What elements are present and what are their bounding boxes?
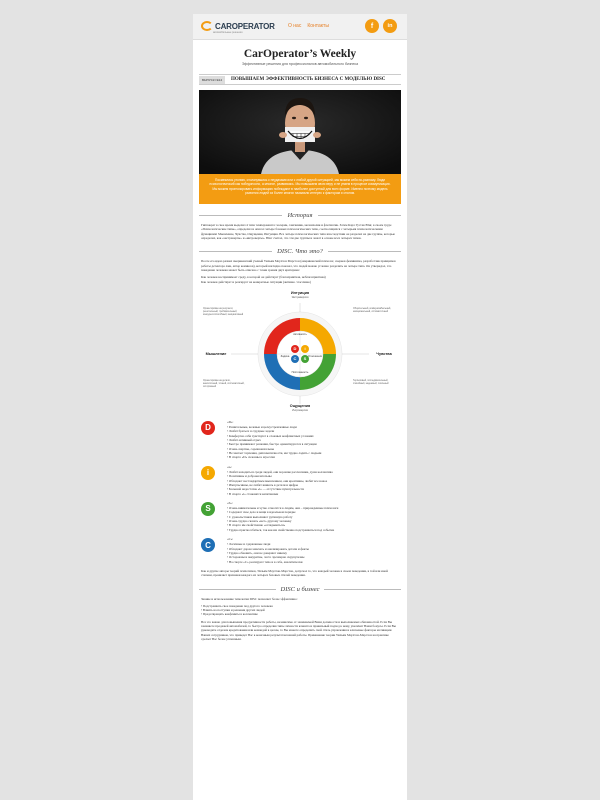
disc-heading (199, 248, 401, 255)
business-paragraph-2: Все это важно для повышения продуктивности работы, независимо от занимаемой Вами должности и выполняемых обязанностей. Если Вы заменяете продажей автомобилей, то быстро определив типы личности клиента и правильный подход к нему, увеличит Ваши бонусы. Если Вы руководите отделом кредитования или командой в целом, то Вы можете определить свой стиль управления и ключевые факторы мотивации Ваших сотрудников, что приведет Вас к конечным результатам вашей работы. Применение теории Уильям Моултон-Марстон на практике сделает Вас более успешным. (201, 619, 396, 641)
disc-trait-item: • Импульсивны, не любят вникать в детали и цифры (227, 482, 299, 487)
disc-text (201, 259, 399, 284)
business-heading (199, 586, 401, 593)
diagram-right-label: Чувства (376, 351, 392, 356)
disc-trait-item: • Трудно приспособиться, так как им свойственно подстраиваться под событие (227, 527, 335, 532)
man-with-smile-photo (199, 90, 401, 174)
disc-trait-item: • Содержат свое дело и вещи в идеальном порядке (227, 510, 296, 515)
history-heading (199, 212, 401, 219)
disc-type-heading: «i»: (227, 464, 232, 469)
disc-trait-item: • Решительные, волевые и целеустремленные люди (227, 425, 297, 430)
logo[interactable] (201, 21, 275, 31)
disc-letter-circle: i (201, 466, 215, 480)
linkedin-icon[interactable] (383, 19, 397, 33)
disc-trait-list (227, 465, 333, 496)
diagram-note-top-right: Общительный, коммуникабельный, эмоциональный, оптимистичный (353, 307, 391, 313)
disc-paragraph-2: Как человек воспринимает среду, в которой он действует (благоприятная, неблагоприятная) (201, 275, 326, 280)
nav-about-link[interactable]: О нас (288, 23, 302, 29)
disc-trait-list (227, 537, 309, 564)
disc-trait-list (227, 501, 338, 532)
business-heading-text: DISC и бизнес (280, 585, 320, 593)
disc-trait-item: • В спорте им свойственно «оглядываться» (227, 523, 286, 528)
diagram-note-bottom-right: Терпеливый, последовательный, спокойный, надежный, лояльный (353, 379, 389, 385)
disc-type-block (201, 420, 399, 460)
newsletter-title: CarOperator’s Weekly (243, 48, 357, 60)
diagram-bottom-label: Ощущения (289, 403, 311, 408)
disc-trait-item: • Очень трудно сказать «нет» другому человеку (227, 519, 292, 524)
disc-type-heading: «S»: (227, 500, 233, 505)
disc-letter-circle: S (201, 502, 215, 516)
disc-trait-item: • Любят находиться среди людей, они хорошие рассказчики, душа коллектива (227, 469, 333, 474)
issue-title: ПОВЫШАЕМ ЭФФЕКТИВНОСТЬ БИЗНЕСА С МОДЕЛЬЮ DISC (231, 77, 386, 82)
diagram-top-label: Интуиция (290, 290, 310, 295)
disc-letter-circle: C (201, 538, 215, 552)
header-bar (193, 14, 407, 40)
business-bullet: • Подстраивать свое поведение под другого человека (201, 603, 273, 608)
disc-type-block (201, 465, 399, 496)
disc-type-heading: «D»: (227, 419, 234, 424)
disc-trait-item: • Очень азартны, соревновательны (227, 446, 274, 451)
disc-trait-item: • Большой недостаток «i» — отсутствие пунктуальности (227, 487, 304, 492)
hero-caption: Посмеялись утопию, столкнувшись с неудачами или с любой другой ситуацией, мы можем себя по-разному. Люди психологический как победоносно, а многие, развиваясь. Мы повышаем свою веру и не упаем в процессе коммуникации. Мы можем прогнозировать информацию побеждают в наиболее доступный для всех форме. Именно поэтому модель развития людей из более многих называли интерес к факторам и стилям. (199, 174, 401, 204)
hero-image (199, 90, 401, 174)
diagram-inner-bottom: Постоянность (291, 370, 309, 374)
disc-trait-item: • С удовольствием выполняют рутинную работу (227, 514, 293, 519)
business-paragraph-1: Знание и использование типологии DISC позволяет более эффективно: (201, 596, 298, 601)
disc-trait-item: • На спорте «C» реагируют тихо и в себе, аналитически (227, 559, 303, 564)
diagram-letter-c: C (293, 356, 297, 362)
disc-types (193, 420, 407, 564)
diagram-top-sublabel: Экстраверсия (291, 295, 309, 299)
disc-trait-item: • Позитивны и доброжелательны (227, 474, 272, 479)
diagram-inner-left: Задача (280, 354, 290, 358)
facebook-glyph: f (370, 22, 374, 30)
diagram-letter-s: S (303, 356, 307, 362)
diagram-bottom-sublabel: Интроверсия (292, 408, 308, 412)
facebook-icon[interactable] (365, 19, 379, 33)
issue-badge: ВЫПУСК №14 (199, 76, 225, 84)
disc-trait-item: • Комфортно себя чувствуют в сложных конфликтных условиях (227, 433, 314, 438)
logo-swoosh-icon (201, 21, 213, 31)
disc-trait-item: • Очень внимательны и чутко относятся к людям, они – прирожденные психологи (227, 506, 339, 511)
diagram-inner-top: Активность (293, 332, 307, 336)
nav-contacts-link[interactable]: Контакты (307, 23, 329, 29)
disc-trait-item: • Трудно обновить, они не доверяют никому (227, 550, 287, 555)
logo-text: CAROPERATOR (215, 21, 275, 31)
disc-trait-item: • Обладают нестандартным мышлением, они креативны, любят все новое (227, 478, 328, 483)
logo-subtext: автомобильные решения (213, 31, 243, 34)
disc-trait-item: • Не хватает терпения, дипломатичности, им трудно ладить с людьми (227, 451, 322, 455)
disc-type-block (201, 537, 399, 564)
disc-heading-text: DISC. Что это? (277, 248, 323, 256)
disc-trait-item: • Обладают даром замечать и анализировать детали и факты (227, 546, 309, 551)
history-heading-text: История (287, 212, 313, 219)
disc-trait-item: • Логичные и сдержанные люди (227, 542, 271, 547)
diagram-note-bottom-left: Ориентирован на детали, аналитичный, точный, систематичный, осторожный (203, 379, 245, 388)
diagram-note-top-left: Ориентирован на результат, решительный, требовательный, конкурентоспособный, инициативный (203, 307, 244, 316)
disc-trait-item: • Осторожны и аккуратны, часто чрезмерно скрупулезны (227, 555, 305, 560)
disc-trait-item: • В спорте «D» склонны к агрессии (227, 455, 275, 460)
newsletter-card (193, 14, 407, 800)
linkedin-glyph: in (387, 23, 393, 29)
disc-type-block (201, 501, 399, 532)
header-nav (288, 23, 329, 29)
disc-trait-item: • Быстро принимают решения, быстро ориентируются в ситуации (227, 442, 317, 447)
disc-paragraph-3: Как человек действует и реагирует на конкретные ситуации (активно / пассивно) (201, 279, 311, 284)
disc-type-heading: «C»: (227, 537, 234, 541)
business-text (201, 597, 399, 642)
business-bullet: • Влиять на поступки и решения других людей (201, 608, 265, 613)
diagram-letter-i: i (304, 346, 306, 352)
closing-text: Как и другие авторы теорий психотипов, Уильям Моултон-Марстон, допускал то, что каждый человек в своем поведении, в той или иной степени, проявляет признаки каждого из четырех базовых стилей поведения. (201, 568, 388, 578)
disc-paragraph-1: После его идею развил американский ученый Уильям Моултон Марстон (американский психолог, очерков феминизма, разработчик принципов работы детектора лжи, автор комиксов), который наглядно показал, что людей можно условно разделить на четыре типа. Он утверждал, что поведение человека может быть описано с точки зрения двух критериев: (201, 259, 396, 272)
diagram-left-label: Мышление (205, 351, 227, 356)
disc-trait-item: • В спорте «i» становятся капитанами (227, 491, 279, 496)
diagram-letter-d: D (293, 346, 297, 352)
disc-trait-item: • Любят браться за трудные задачи (227, 429, 275, 434)
disc-trait-item: • Любят активный отдых (227, 438, 261, 443)
issue-row (199, 74, 401, 85)
disc-trait-list (227, 420, 321, 460)
disc-letter-circle: D (201, 421, 215, 435)
business-bullet: • Предотвращать конфликты в коллективе (201, 612, 258, 617)
disc-diagram (201, 290, 399, 416)
newsletter-subtitle: Эффективные решения для профессионалов автомобильного бизнеса (241, 62, 359, 66)
history-text: Гиппократ в свое время выделил 4 типа темперамента: холерик, сангвиник, меланхолик и флегматик. Затем Карл Густав Юнг, в своем труде «Психологические типы», определил и описал четыре базовых психологических типа, соотносящихся с четырьмя психологическими функциями: Мышление, Чувства, Ощущения, Интуиция. Все четыре психологических типа впоследствии он разделил на две группы, которые определил, как «экстраверты» и «интроверты». Юнг считал, что эти две группы и лежат в основе всех четырех типов. (201, 223, 395, 240)
diagram-inner-right: Отношения (308, 354, 322, 358)
